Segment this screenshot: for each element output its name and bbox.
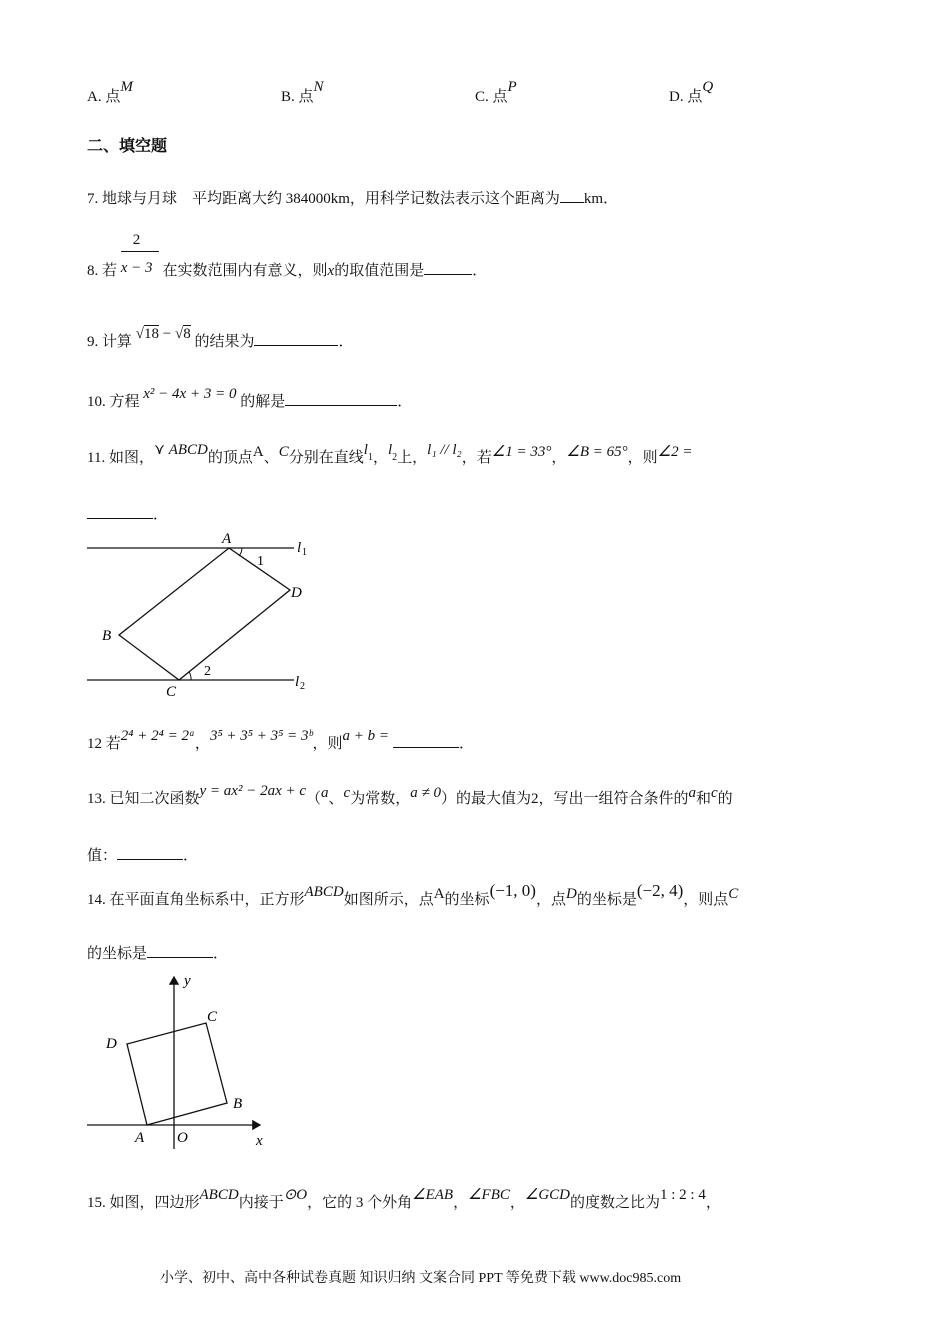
label-l1: l	[297, 540, 302, 556]
option-d: D. 点Q	[669, 79, 714, 105]
label-x: x	[256, 1133, 263, 1149]
question-11-line2: ．	[87, 504, 168, 523]
square-abcd	[127, 1023, 227, 1125]
question-7: 7. 地球与月球 平均距离大约 384000km，用科学记数法表示这个距离为 km．	[87, 188, 618, 207]
label-D: D	[106, 1036, 117, 1052]
figure-14-square	[82, 965, 282, 1150]
label-C: C	[207, 1009, 218, 1025]
parallelogram-abcd	[119, 548, 290, 680]
label-B: B	[233, 1096, 243, 1112]
fraction-denominator: x − 3	[120, 260, 153, 276]
question-13-line2: 值： ．	[87, 845, 198, 864]
label-angle-2: 2	[204, 664, 211, 679]
label-l2-sub: 2	[300, 681, 305, 692]
label-C: C	[166, 684, 177, 700]
question-13: 13. 已知二次函数y = ax² − 2ax + c（a、c为常数，a ≠ 0）的最大值为2，写出一组符合条件的a和c的	[87, 783, 733, 807]
question-10: 10. 方程 x² − 4x + 3 = 0 的解是 ．	[87, 386, 413, 410]
question-8: 8. 若 $\frac{2}{x - 3}$ 在实数范围内有意义，则x的取值范围是 ．	[87, 232, 488, 279]
label-A: A	[222, 531, 232, 547]
question-14: 14. 在平面直角坐标系中，正方形ABCD如图所示，点A的坐标(−1, 0)，点D的坐标是(−2, 4)，则点C	[87, 881, 739, 908]
label-B: B	[102, 628, 112, 644]
label-l1-sub: 1	[302, 547, 307, 558]
question-11: 11. 如图，⋎ ABCD的顶点A、C分别在直线l1，l2上，l₁ // l₂，若∠1 = 33°，∠B = 65°，则∠2 =	[87, 442, 693, 466]
section-title: 二、填空题	[87, 136, 168, 155]
fraction-numerator: 2	[132, 232, 141, 248]
fraction-bar	[121, 251, 159, 252]
question-14-line2: 的坐标是 ．	[87, 943, 228, 962]
option-a: A. 点M	[87, 79, 133, 105]
option-c: C. 点P	[475, 79, 517, 105]
label-y: y	[184, 973, 191, 989]
footer-text: 小学、初中、高中各种试卷真题 知识归纳 文案合同 PPT 等免费下载 www.doc985.com	[160, 1271, 682, 1286]
label-O: O	[177, 1130, 188, 1146]
label-angle-1: 1	[257, 554, 264, 569]
option-b: B. 点N	[281, 79, 324, 105]
question-15: 15. 如图，四边形ABCD内接于⊙O，它的 3 个外角∠EAB，∠FBC，∠GCD的度数之比为1 : 2 : 4，	[87, 1187, 721, 1211]
question-9: 9. 计算 √18 − √8 的结果为 ．	[87, 326, 354, 350]
question-12: 12 若2⁴ + 2⁴ = 2ᵃ，3⁵ + 3⁵ + 3⁵ = 3ᵇ，则a + b = ．	[87, 728, 475, 752]
label-D: D	[291, 585, 302, 601]
label-l2: l	[295, 674, 300, 690]
figure-11-parallelogram	[82, 528, 322, 700]
label-A: A	[135, 1130, 145, 1146]
angle-1-arc	[239, 548, 242, 556]
angle-2-arc	[189, 672, 191, 680]
